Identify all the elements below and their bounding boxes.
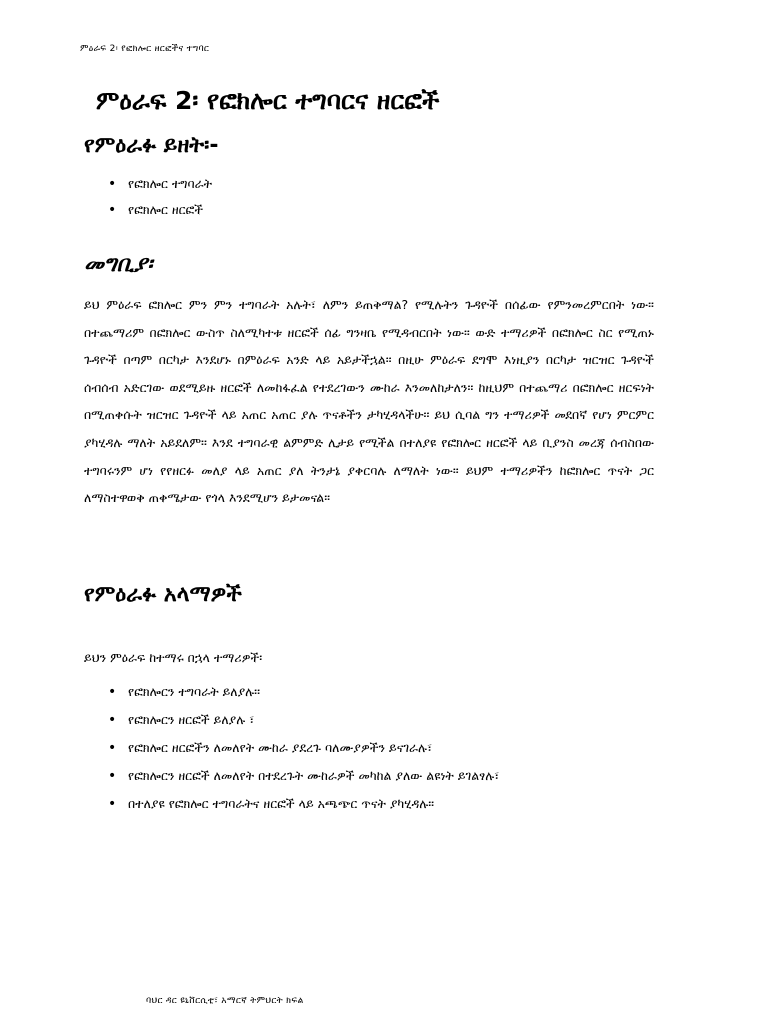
contents-heading: የምዕራፉ ይዘት፡- — [84, 133, 219, 158]
objective-item: • የፎክሎርን ዘርፎች ይለያሉ ፣ — [108, 708, 654, 732]
objective-item: • የፎክሎር ዘርፎችን ለመለየት ሙከራ ያደረጉ ባለሙያዎችን ይናገራሉ፣ — [108, 736, 654, 760]
objectives-heading: የምዕራፉ አላማዎች — [84, 582, 242, 607]
contents-item: • የፎክሎር ተግባራት — [108, 176, 668, 202]
chapter-title: ምዕራፍ 2፡ የፎክሎር ተግባርና ዘርፎች — [96, 86, 440, 115]
objective-item: • በተለያዩ የፎክሎር ተግባራትና ዘርፎች ላይ አጫጭር ጥናት ያካሂዳሉ፡፡ — [108, 792, 654, 816]
introduction-heading: መግቢያ፡ — [84, 252, 153, 277]
contents-list — [108, 176, 668, 228]
running-footer: ባህር ዳር ዩኒቨርሲቲ፣ አማርኛ ትምህርት ክፍል — [146, 996, 304, 1006]
running-header: ምዕራፍ 2፡ የፎክሎር ዘርፎችና ተግባር — [80, 44, 210, 54]
objectives-list — [108, 680, 654, 820]
objective-item: • የፎክሎርን ዘርፎች ለመለየት በተደረጉት ሙከራዎች መካከል ያለው ልዩነት ይገልፃሉ፣ — [108, 764, 654, 788]
objective-item: • የፎክሎርን ተግባራት ይለያሉ፡፡ — [108, 680, 654, 704]
objectives-lead: ይህን ምዕራፍ ከተማሩ በኋላ ተማሪዎች፡ — [84, 650, 263, 665]
introduction-paragraph: ይህ ምዕራፍ ፎክሎር ምን ምን ተግባራት አሉት፣ ለምን ይጠቅማል? የሚሉትን ጉዳዮች በሰፊው የምንመረምርበት ነው፡፡ በተጨማሪም በፎክሎር ውስጥ ስለሚካተቱ ዘርፎች ሰፊ ግንዛቤ የሚዳብርበት ነው፡፡ ውድ ተማሪዎች በፎክሎር ስር የሚጠኑ ጉዳዮች በጣም በርካታ እንደሆኑ በምዕራፍ አንድ ላይ አይታችኋል፡፡ በዚሁ ምዕራፍ ደግሞ እነዚያን በርካታ ዝርዝር ጉዳዮች ሰብሰብ አድርገው ወደሚይዙ ዘርፎች ለመከፋፈል የተደረገውን ሙከራ እንመለከታለን፡፡ ከዚህም በተጨማሪ በፎክሎር ዘርፍነት በሚጠቀሱት ዝርዝር ጉዳዮች ላይ አጠር አጠር ያሉ ጥናቶችን ታካሂዳላችሁ፡፡ ይህ ሲባል ግን ተማሪዎች መደበኛ የሆነ ምርምር ያካሂዳሉ ማለት አይደለም፡፡ እንደ ተግባራዊ ልምምድ ሊታይ የሚችል በተለያዩ የፎክሎር ዘርፎች ላይ ቢያንስ መረጃ ሰብስበው ተግባሩንም ሆነ የየዘርፉ መለያ ላይ አጠር ያለ ትንታኔ ያቀርባሉ ለማለት ነው፡፡ ይህም ተማሪዎችን ከፎክሎር ጥናት ጋር ለማስተዋወቅ ጠቀሜታው የጎላ እንደሚሆን ይታመናል፡፡ — [84, 297, 654, 506]
contents-item: • የፎክሎር ዘርፎች — [108, 202, 668, 228]
